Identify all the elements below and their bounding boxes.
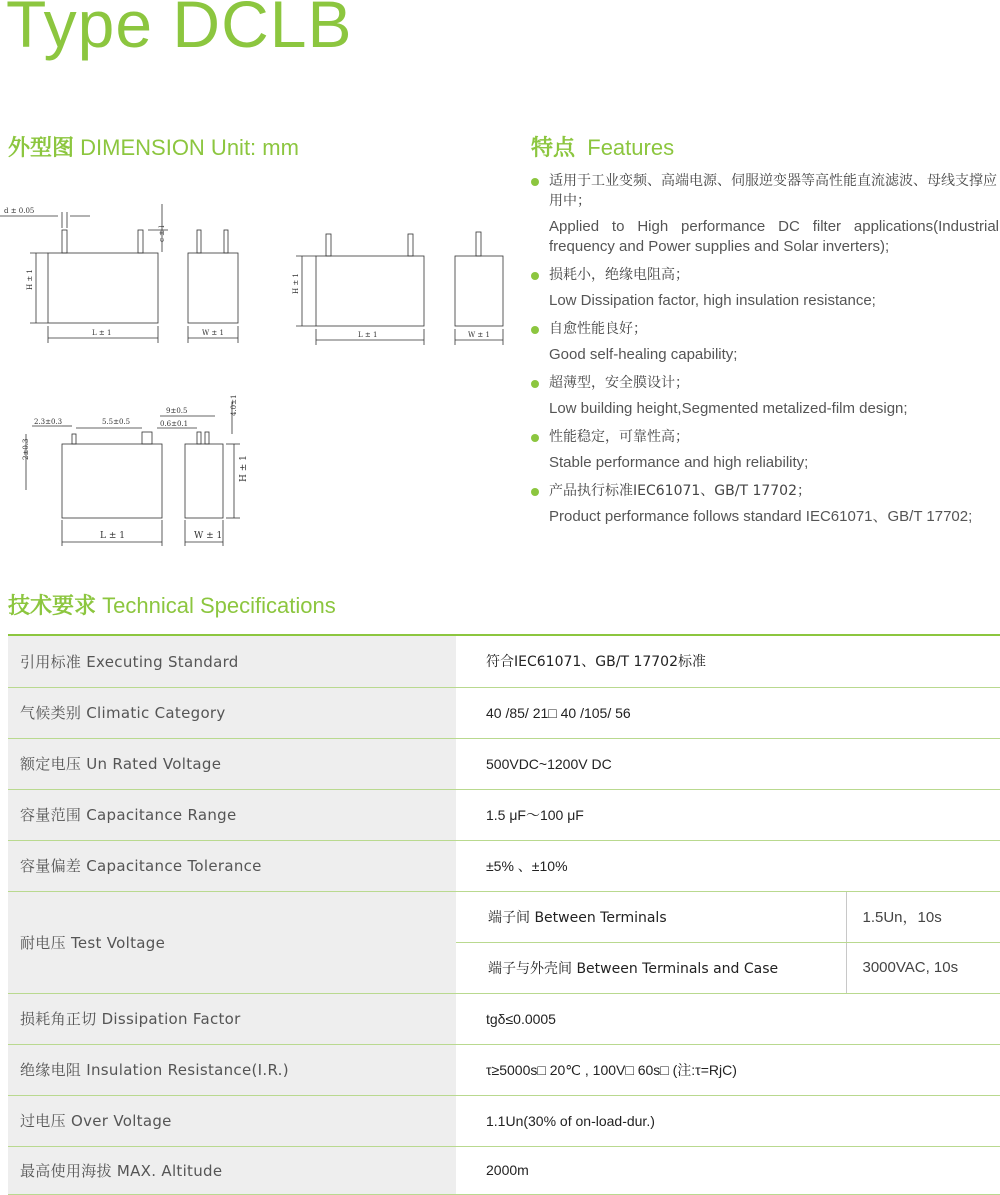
features-heading <box>531 131 674 162</box>
spec-sub-value: 3000VAC, 10s <box>846 942 1000 993</box>
label-l-a: L ± 1 <box>92 329 112 337</box>
label-w-b: W ± 1 <box>468 331 490 339</box>
label-p1: 2.3±0.3 <box>34 418 63 426</box>
spec-value: 500VDC~1200V DC <box>456 738 1000 789</box>
spec-label: 额定电压 Un Rated Voltage <box>8 738 456 789</box>
feature-item <box>531 319 999 365</box>
feature-item <box>531 171 999 257</box>
table-row <box>8 1044 1000 1095</box>
label-p4: 0.6±0.1 <box>160 420 189 428</box>
drawing-a-front <box>0 204 168 343</box>
features-heading-en: Features <box>587 135 675 160</box>
spec-value: tgδ≤0.0005 <box>456 993 1000 1044</box>
feature-en: Low building height,Segmented metalized-film design; <box>549 400 908 417</box>
spec-label: 容量范围 Capacitance Range <box>8 789 456 840</box>
table-row <box>8 891 1000 942</box>
label-p5: 4.0±1 <box>230 394 238 416</box>
label-c: c ± l <box>158 225 166 242</box>
features-heading-cn: 特点 <box>531 136 576 161</box>
spec-label: 损耗角正切 Dissipation Factor <box>8 993 456 1044</box>
spec-value: 2000m <box>456 1146 1000 1194</box>
spec-value: 40 /85/ 21□ 40 /105/ 56 <box>456 687 1000 738</box>
feature-item <box>531 481 999 527</box>
feature-en: Product performance follows standard IEC61071、GB/T 17702; <box>549 508 973 525</box>
specs-heading-cn: 技术要求 <box>8 594 97 619</box>
spec-label: 气候类别 Climatic Category <box>8 687 456 738</box>
spec-sub-name: 端子间 Between Terminals <box>456 891 846 942</box>
label-d: d ± 0.05 <box>4 207 35 215</box>
feature-en: Good self-healing capability; <box>549 346 738 363</box>
label-h-c: H ± 1 <box>239 455 249 482</box>
label-h-b: H ± 1 <box>292 273 300 294</box>
label-p2: 5.5±0.5 <box>102 418 131 426</box>
table-row <box>8 636 1000 687</box>
specs-heading <box>8 589 336 620</box>
table-row <box>8 993 1000 1044</box>
feature-cn: 适用于工业变频、高端电源、伺服逆变器等高性能直流滤波、母线支撑应用中； <box>549 173 997 209</box>
spec-value: τ≥5000s□ 20℃ , 100V□ 60s□ (注:τ=RjC) <box>456 1044 1000 1095</box>
page-title: Type DCLB <box>6 0 353 61</box>
feature-item <box>531 265 999 311</box>
feature-item <box>531 427 999 473</box>
label-p3: 9±0.5 <box>166 407 188 415</box>
feature-en: Low Dissipation factor, high insulation resistance; <box>549 292 876 309</box>
dimension-heading-en: DIMENSION Unit: mm <box>80 135 299 160</box>
feature-item <box>531 373 999 419</box>
spec-label: 引用标准 Executing Standard <box>8 636 456 687</box>
feature-cn: 性能稳定，可靠性高； <box>549 429 689 445</box>
label-l-b: L ± 1 <box>358 331 378 339</box>
spec-sub-value: 1.5Un，10s <box>846 891 1000 942</box>
table-row <box>8 789 1000 840</box>
dimension-drawings <box>0 190 520 560</box>
bullet-icon <box>531 488 539 496</box>
bullet-icon <box>531 178 539 186</box>
bullet-icon <box>531 434 539 442</box>
spec-label: 耐电压 Test Voltage <box>8 891 456 993</box>
features-list <box>531 171 999 535</box>
spec-value: ±5% 、±10% <box>456 840 1000 891</box>
feature-en: Applied to High performance DC filter applications(Industrial frequency and Power supplies and Solar inverters); <box>549 218 999 255</box>
spec-value: 1.1Un(30% of on-load-dur.) <box>456 1095 1000 1146</box>
spec-label: 绝缘电阻 Insulation Resistance(I.R.) <box>8 1044 456 1095</box>
table-row <box>8 840 1000 891</box>
dimension-heading <box>8 131 299 162</box>
spec-label: 最高使用海拔 MAX. Altitude <box>8 1146 456 1194</box>
feature-cn: 损耗小，绝缘电阻高； <box>549 267 689 283</box>
label-p6: 2±0.3 <box>22 438 30 460</box>
bullet-icon <box>531 380 539 388</box>
spec-value: 1.5 μF～100 μF <box>456 789 1000 840</box>
specs-table <box>8 636 1000 1195</box>
drawing-a-side <box>188 230 238 343</box>
table-row <box>8 1095 1000 1146</box>
label-h-a: H ± 1 <box>26 269 34 290</box>
feature-cn: 超薄型，安全膜设计； <box>549 375 689 391</box>
dimension-heading-cn: 外型图 <box>8 136 75 161</box>
specs-heading-en: Technical Specifications <box>102 593 336 618</box>
drawing-c-front <box>22 418 162 546</box>
table-row <box>8 1146 1000 1194</box>
bullet-icon <box>531 272 539 280</box>
drawing-b-front <box>292 234 424 345</box>
spec-label: 过电压 Over Voltage <box>8 1095 456 1146</box>
table-row <box>8 687 1000 738</box>
feature-en: Stable performance and high reliability; <box>549 454 809 471</box>
spec-value: 符合IEC61071、GB/T 17702标准 <box>456 636 1000 687</box>
drawing-b-side <box>455 232 503 345</box>
spec-label: 容量偏差 Capacitance Tolerance <box>8 840 456 891</box>
bullet-icon <box>531 326 539 334</box>
feature-cn: 自愈性能良好； <box>549 321 647 337</box>
feature-cn: 产品执行标准IEC61071、GB/T 17702； <box>549 483 811 499</box>
label-w-c: W ± 1 <box>194 531 223 541</box>
drawing-c-side <box>157 395 249 546</box>
spec-sub-name: 端子与外壳间 Between Terminals and Case <box>456 942 846 993</box>
label-l-c: L ± 1 <box>100 531 125 541</box>
table-row <box>8 738 1000 789</box>
label-w-a: W ± 1 <box>202 329 224 337</box>
